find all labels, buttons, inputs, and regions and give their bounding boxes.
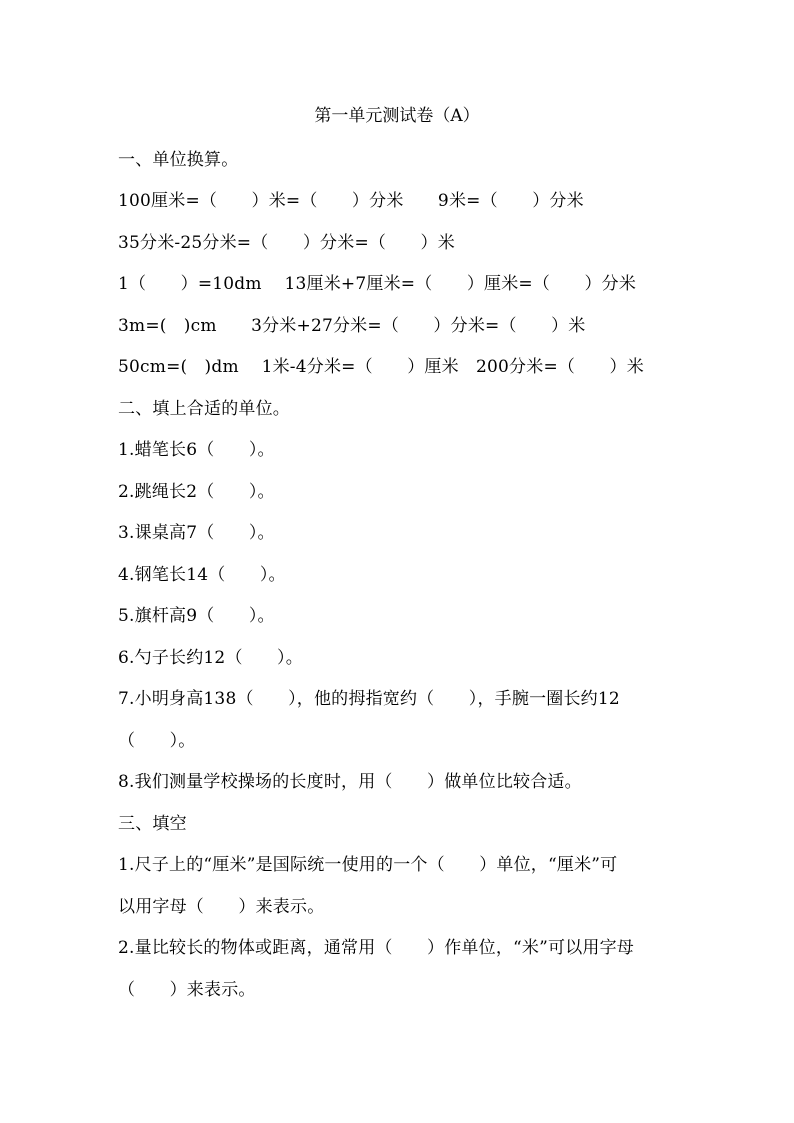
conversion-line-5: 50cm=( )dm 1米-4分米=（ ）厘米 200分米=（ ）米 <box>118 357 644 377</box>
conversion-line-2: 35分米-25分米=（ ）分米=（ ）米 <box>118 233 455 253</box>
unit-question-3: 3.课桌高7（ ）。 <box>118 523 275 543</box>
unit-question-4: 4.钢笔长14（ ）。 <box>118 565 286 585</box>
fill-question-1-continued: 以用字母（ ）来表示。 <box>118 897 325 917</box>
unit-question-2: 2.跳绳长2（ ）。 <box>118 482 275 502</box>
unit-question-5: 5.旗杆高9（ ）。 <box>118 606 275 626</box>
unit-question-6: 6.勺子长约12（ ）。 <box>118 648 303 668</box>
unit-question-8: 8.我们测量学校操场的长度时，用（ ）做单位比较合适。 <box>118 772 582 792</box>
fill-question-2: 2.量比较长的物体或距离，通常用（ ）作单位，“米”可以用字母 <box>118 938 635 958</box>
unit-question-7: 7.小明身高138（ ），他的拇指宽约（ ），手腕一圈长约12 <box>118 689 620 709</box>
unit-question-1: 1.蜡笔长6（ ）。 <box>118 440 275 460</box>
section-3-heading: 三、填空 <box>118 814 187 834</box>
section-2-heading: 二、填上合适的单位。 <box>118 399 290 419</box>
fill-question-2-continued: （ ）来表示。 <box>118 980 256 1000</box>
conversion-line-1: 100厘米=（ ）米=（ ）分米 9米=（ ）分米 <box>118 191 584 211</box>
fill-question-1: 1.尺子上的“厘米”是国际统一使用的一个（ ）单位，“厘米”可 <box>118 855 618 875</box>
conversion-line-4: 3m=( )cm 3分米+27分米=（ ）分米=（ ）米 <box>118 316 586 336</box>
conversion-line-3: 1（ ）=10dm 13厘米+7厘米=（ ）厘米=（ ）分米 <box>118 274 637 294</box>
unit-question-7-continued: （ ）。 <box>118 731 196 751</box>
section-1-heading: 一、单位换算。 <box>118 150 239 170</box>
page-title: 第一单元测试卷（A） <box>314 106 480 126</box>
